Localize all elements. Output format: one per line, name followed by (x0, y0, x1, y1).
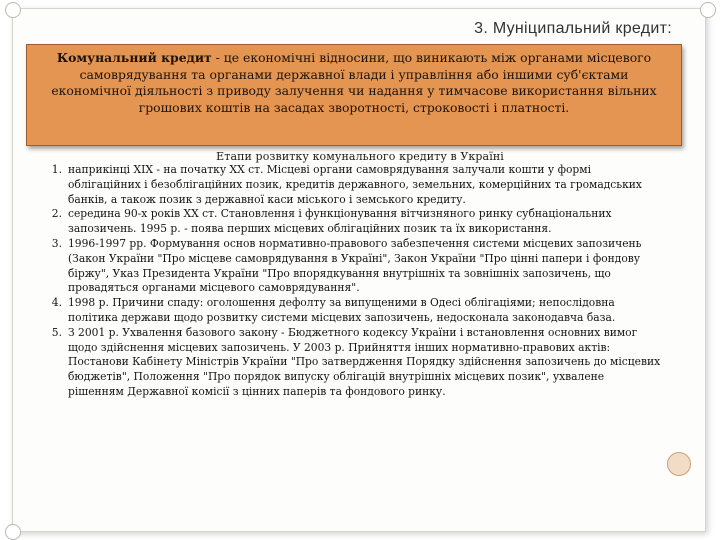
stage-text: наприкінці XIX - на початку XX ст. Місцеві органи самоврядування залучали кошти у формі облігаційних і безоблігаційних позик, кредитів державного, земельних, комерційних та громадських банків, а також позик з державної каси міського і земського кредиту. (68, 163, 642, 206)
stage-item-1 (30, 163, 662, 207)
stage-item-3 (30, 237, 662, 296)
side-circle-decoration (667, 452, 691, 476)
stages-list (30, 163, 662, 400)
stage-number: 1. (51, 163, 62, 176)
stages-title: Етапи розвитку комунального кредиту в Україні (216, 150, 504, 163)
stage-text: 1998 р. Причини спаду: оголошення дефолту за випущеними в Одесі облігаціями; непослідовна політика держави щодо розвитку системи місцевих запозичень, недосконала законодавча база. (68, 296, 616, 324)
stage-item-5 (30, 326, 662, 400)
definition-text: - це економічні відносини, що виникають між органами місцевого самоврядування та органами державної влади і управління або іншими суб'єктами економічної діяльності з приводу залучення чи надання у тимчасове використання вільних грошових коштів на засадах зворотності, строковості і платності. (51, 50, 657, 115)
stage-item-4 (30, 296, 662, 326)
definition-term: Комунальний кредит (56, 50, 212, 65)
stage-number: 2. (51, 207, 62, 221)
stage-text: 1996-1997 рр. Формування основ нормативно-правового забезпечення системи місцевих запозичень (Закон України "Про місцеве самоврядування в Україні", Закон України "Про цінні папери і фондову біржу", Указ Президента України "Про впорядкування внутрішніх та зовнішніх запозичень, що провадяться органами місцевого самоврядування". (68, 236, 642, 295)
definition-box (26, 44, 682, 146)
slide-title: 3. Муніципальний кредит: (474, 20, 672, 37)
stage-text: середина 90-х років XX ст. Становлення і функціонування вітчизняного ринку субнаціональних запозичень. 1995 р. - поява перших місцевих облігаційних позик та їх використання. (68, 207, 612, 236)
stage-item-2 (30, 207, 662, 237)
corner-decoration-top-right (700, 2, 716, 18)
corner-decoration-bottom-left (5, 524, 21, 540)
stage-number: 5. (51, 325, 62, 339)
stage-number: 4. (51, 296, 62, 310)
stage-text: З 2001 р. Ухвалення базового закону - Бюджетного кодексу України і встановлення основних вимог щодо здійснення місцевих запозичень. У 2003 р. Прийняття інших нормативно-правових актів: Постанови Кабінету Міністрів України "Про затвердження Порядку здійснення запозичень до місцевих бюджетів", Положення "Про порядок випуску облігацій внутрішніх місцевих позик", ухвалене рішенням Державної комісії з цінних паперів та фондового ринку. (68, 325, 661, 398)
stage-number: 3. (51, 236, 62, 250)
corner-decoration-top-left (5, 2, 21, 18)
